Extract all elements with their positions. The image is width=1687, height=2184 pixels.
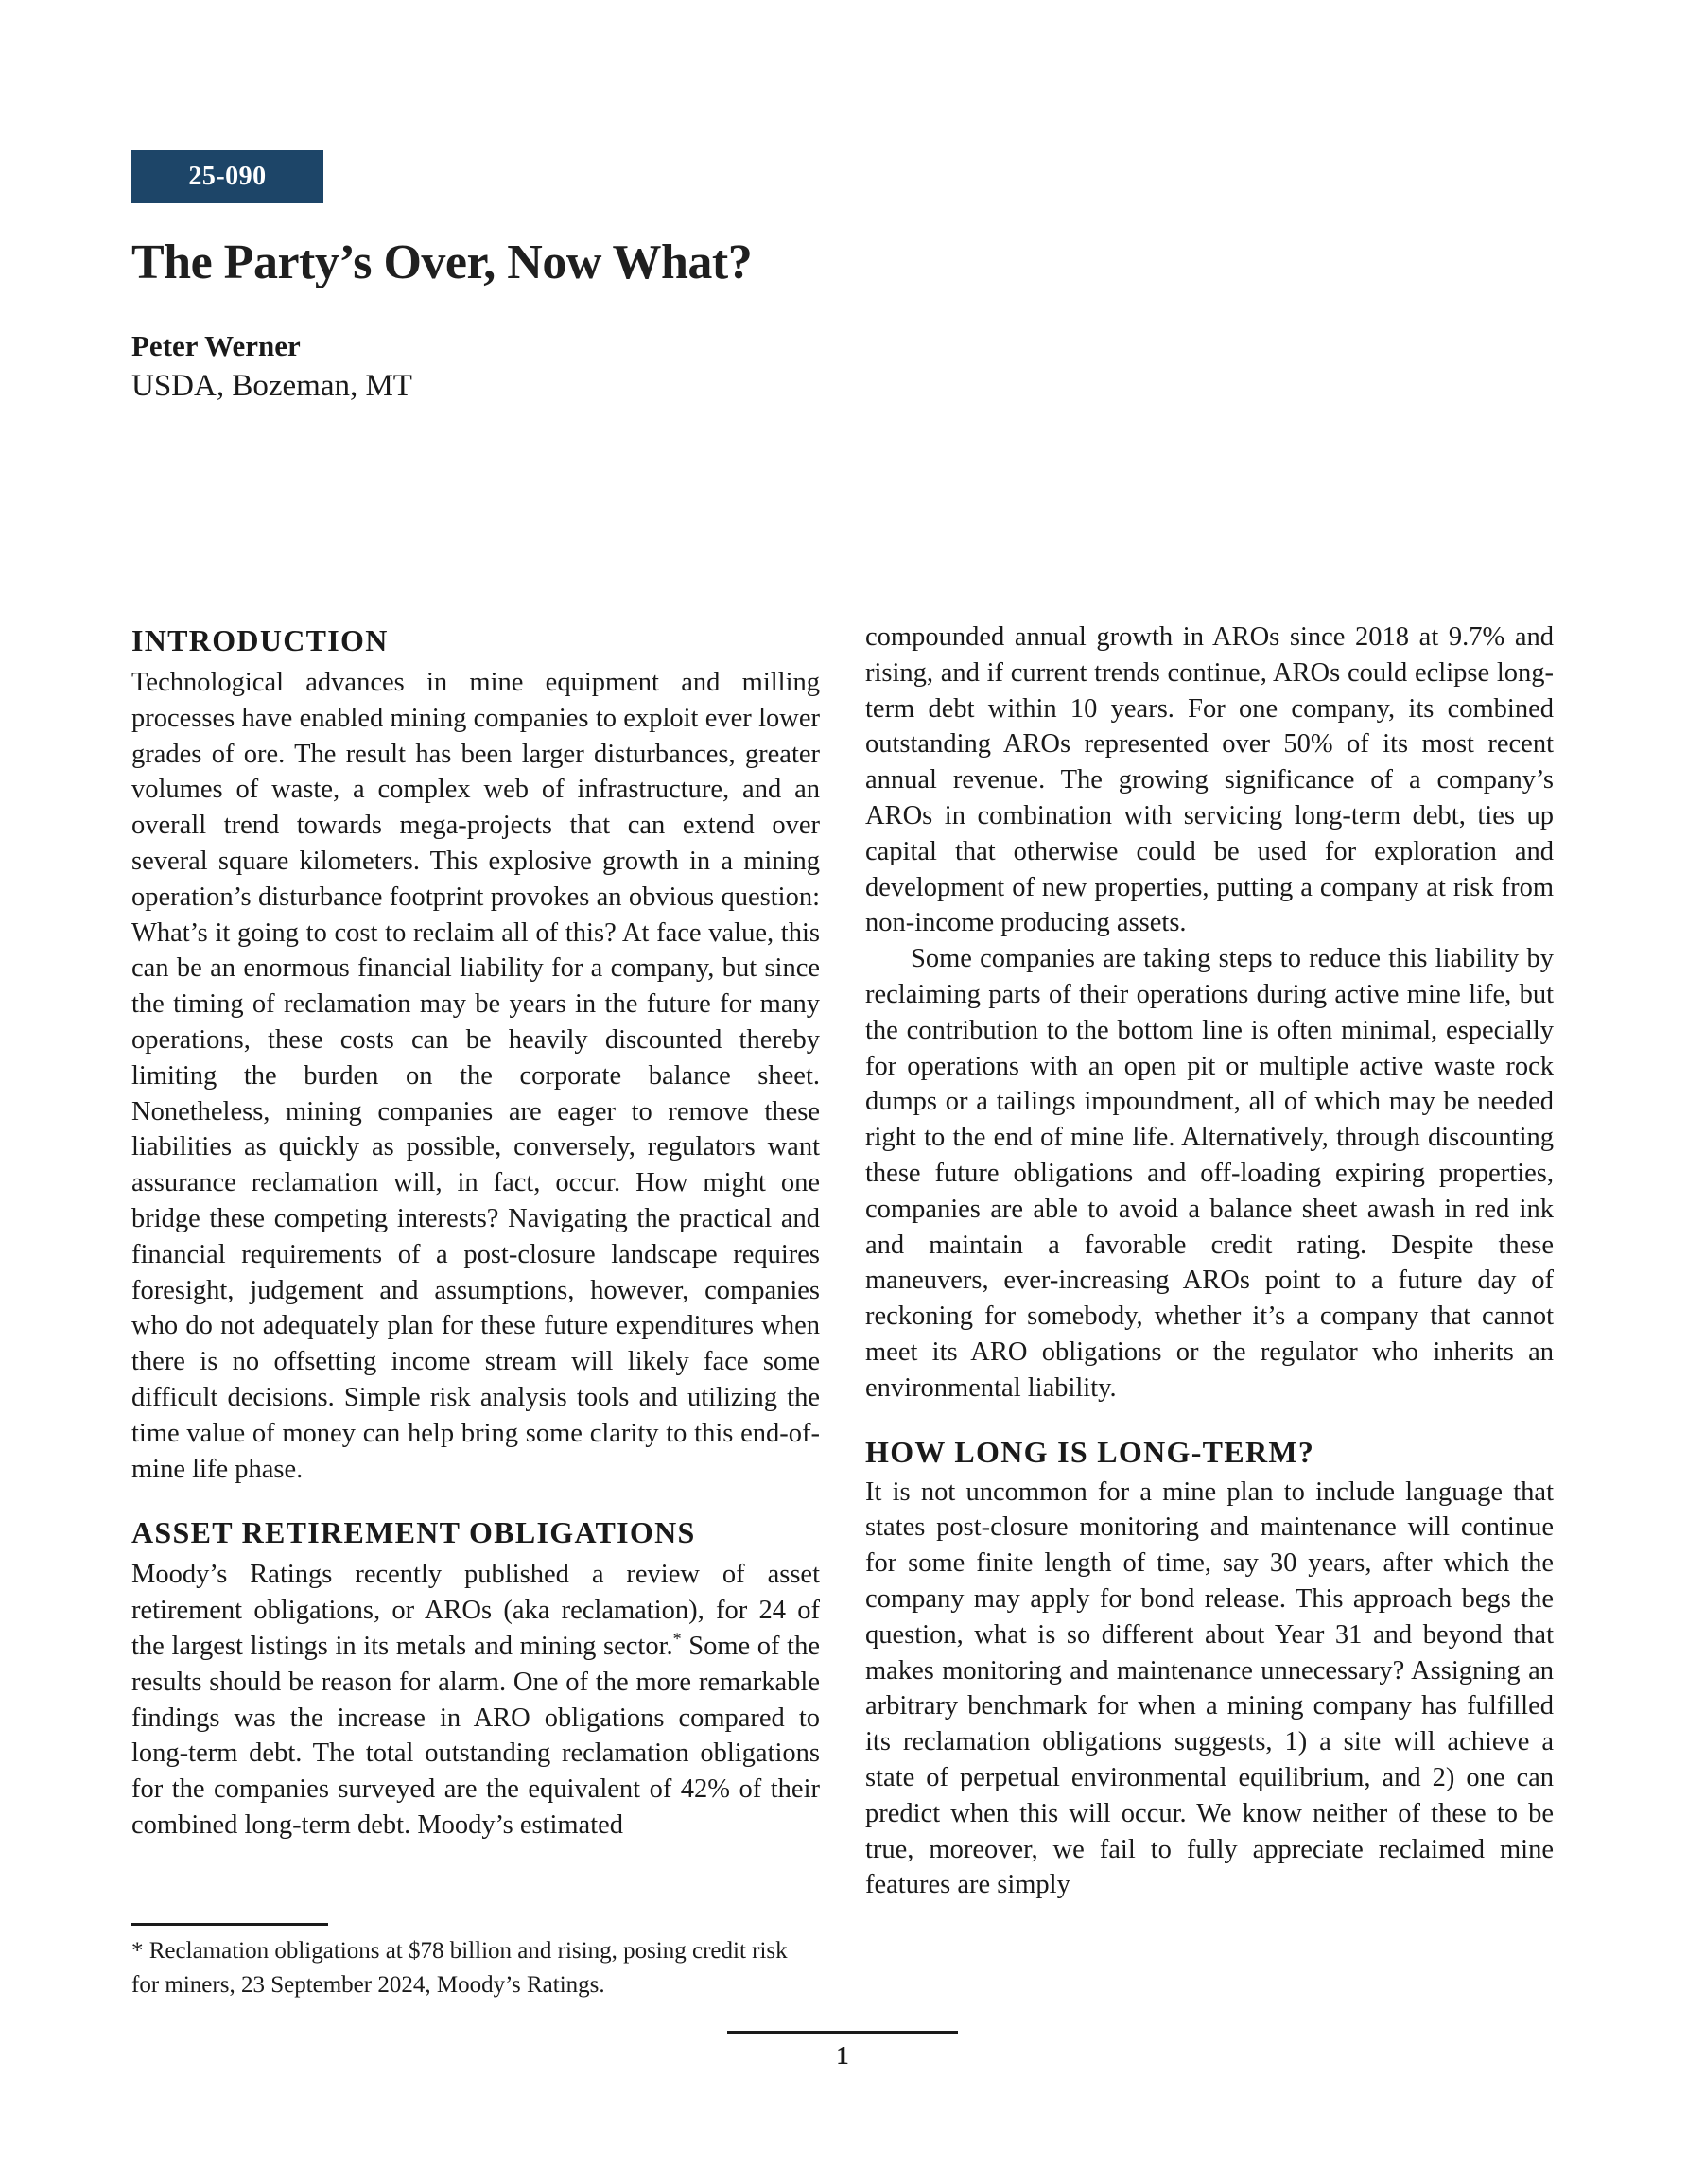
footnote-divider (131, 1923, 328, 1926)
section-heading-aro: ASSET RETIREMENT OBLIGATIONS (131, 1515, 696, 1550)
aro-paragraph-1 (131, 1557, 820, 1843)
footnote-reference[interactable]: * (672, 1629, 682, 1649)
page-number-divider (727, 2031, 958, 2034)
author-affiliation: USDA, Bozeman, MT (131, 369, 412, 403)
aro-paragraph-1-continued: compounded annual growth in AROs since 2018 at 9.7% and rising, and if current trends continue, AROs could eclipse long-term debt within 10 years. For one company, its combined outstanding AROs represented over 50% of its most recent annual revenue. The growing significance of a company’s AROs in combination with servicing long-term debt, ties up capital that otherwise could be used for exploration and development of new properties, putting a company at risk from non-income producing assets. (865, 622, 1554, 938)
section-heading-introduction: INTRODUCTION (131, 623, 389, 657)
page-number: 1 (836, 2041, 849, 2070)
aro-paragraph-1-text-cont: Some of the results should be reason for alarm. One of the more remarkable findings was the increase in ARO obligations compared to long-term debt. The total outstanding reclamation obligations for the companies surveyed are the equivalent of 42% of their combined long-term debt. Moody’s estimated (131, 1631, 820, 1840)
long-term-paragraph: It is not uncommon for a mine plan to include language that states post-closure monitoring and maintenance will continue for some finite length of time, say 30 years, after which the company may apply for bond release. This approach begs the question, what is so different about Year 31 and beyond that makes monitoring and maintenance unnecessary? Assigning an arbitrary benchmark for when a mining company has fulfilled its reclamation obligations suggests, 1) a site will achieve a state of perpetual environmental equilibrium, and 2) one can predict when this will occur. We know neither of these to be true, moreover, we fail to fully appreciate reclaimed mine features are simply (865, 1476, 1554, 1900)
aro-paragraph-1-text: Moody’s Ratings recently published a review of asset retirement obligations, or AROs (aka reclamation), for 24 of the largest listings in its metals and mining sector. (131, 1560, 820, 1661)
footnote: * Reclamation obligations at $78 billion and rising, posing credit risk for miners, 23 September 2024, Moody’s Ratings. (131, 1938, 788, 1998)
introduction-paragraph: Technological advances in mine equipment and milling processes have enabled mining companies to exploit ever lower grades of ore. The result has been larger disturbances, greater volumes of waste, a complex web of infrastructure, and an overall trend towards mega-projects that can extend over several square kilometers. This explosive growth in a mining operation’s disturbance footprint provokes an obvious question: What’s it going to cost to reclaim all of this? At face value, this can be an enormous financial liability for a company, but since the timing of reclamation may be years in the future for many operations, these costs can be heavily discounted thereby limiting the burden on the corporate balance sheet. Nonetheless, mining companies are eager to remove these liabilities as quickly as possible, conversely, regulators want assurance reclamation will, in fact, occur. How might one bridge these competing interests? Navigating the practical and financial requirements of a post-closure landscape requires foresight, judgement and assumptions, however, companies who do not adequately plan for these future expenditures when there is no offsetting income stream will likely face some difficult decisions. Simple risk analysis tools and utilizing the time value of money can help bring some clarity to this end-of-mine life phase. (131, 668, 820, 1484)
aro-paragraph-2: Some companies are taking steps to reduce this liability by reclaiming parts of their operations during active mine life, but the contribution to the bottom line is often minimal, especially for operations with an open pit or multiple active waste rock dumps or a tailings impoundment, all of which may be needed right to the end of mine life. Alternatively, through discounting these future obligations and off-loading expiring properties, companies are able to avoid a balance sheet awash in red ink and maintain a favorable credit rating. Despite these maneuvers, ever-increasing AROs point to a future day of reckoning for somebody, whether it’s a company that cannot meet its ARO obligations or the regulator who inherits an environmental liability. (865, 944, 1554, 1403)
author-name: Peter Werner (131, 329, 301, 362)
paper-title: The Party’s Over, Now What? (131, 236, 753, 289)
paper-id-badge: 25-090 (131, 150, 323, 203)
left-column (131, 620, 820, 1843)
section-heading-long-term: HOW LONG IS LONG-TERM? (865, 1434, 1315, 1469)
right-column (865, 620, 1554, 1903)
